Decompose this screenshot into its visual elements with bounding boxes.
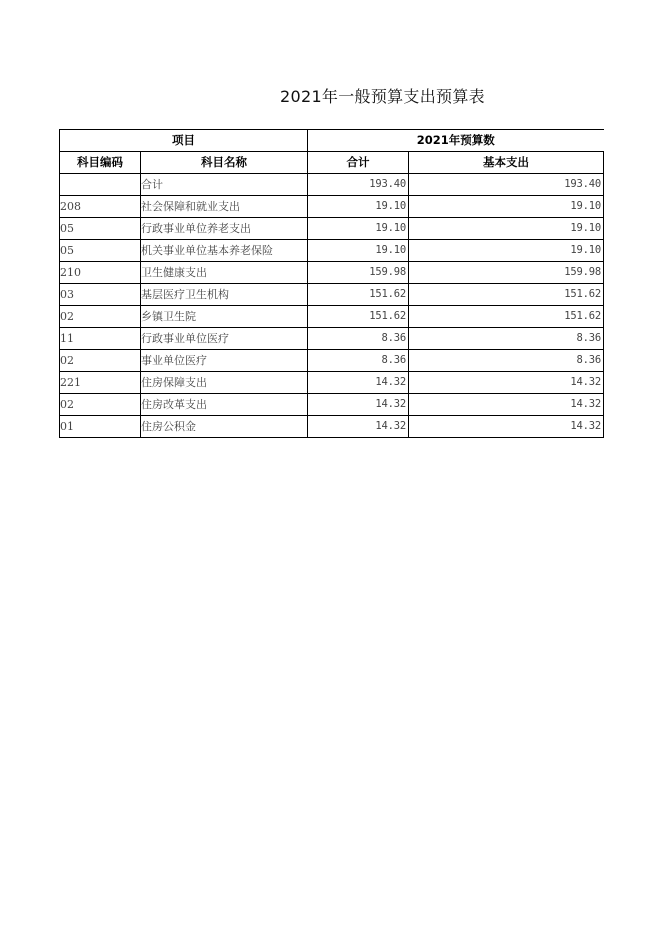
cell-basic: 19.10 (409, 240, 604, 262)
table-row (60, 174, 604, 196)
cell-code: 221 (60, 372, 141, 394)
cell-code: 02 (60, 350, 141, 372)
cell-total: 19.10 (308, 240, 409, 262)
cell-name: 行政事业单位医疗 (141, 328, 308, 350)
table-row (60, 262, 604, 284)
page-title: 2021年一般预算支出预算表 (280, 87, 485, 106)
cell-code: 210 (60, 262, 141, 284)
cell-basic: 151.62 (409, 306, 604, 328)
cell-name: 乡镇卫生院 (141, 306, 308, 328)
cell-basic: 159.98 (409, 262, 604, 284)
cell-total: 8.36 (308, 328, 409, 350)
cell-total: 8.36 (308, 350, 409, 372)
cell-name: 合计 (141, 174, 308, 196)
cell-name: 社会保障和就业支出 (141, 196, 308, 218)
table-row (60, 196, 604, 218)
cell-total: 193.40 (308, 174, 409, 196)
cell-basic: 14.32 (409, 372, 604, 394)
cell-total: 19.10 (308, 196, 409, 218)
table-row (60, 306, 604, 328)
cell-code: 02 (60, 394, 141, 416)
cell-basic: 19.10 (409, 218, 604, 240)
cell-code: 03 (60, 284, 141, 306)
cell-total: 151.62 (308, 306, 409, 328)
header-row-group (60, 130, 604, 152)
table-row (60, 416, 604, 438)
cell-basic: 8.36 (409, 350, 604, 372)
header-total: 合计 (308, 152, 409, 174)
cell-basic: 193.40 (409, 174, 604, 196)
cell-total: 14.32 (308, 394, 409, 416)
cell-name: 机关事业单位基本养老保险 (141, 240, 308, 262)
cell-name: 卫生健康支出 (141, 262, 308, 284)
cell-code: 05 (60, 218, 141, 240)
cell-basic: 14.32 (409, 394, 604, 416)
cell-total: 19.10 (308, 218, 409, 240)
header-name: 科目名称 (141, 152, 308, 174)
cell-basic: 8.36 (409, 328, 604, 350)
cell-code: 01 (60, 416, 141, 438)
table-row (60, 350, 604, 372)
table-row (60, 218, 604, 240)
table-row (60, 284, 604, 306)
cell-basic: 14.32 (409, 416, 604, 438)
cell-total: 151.62 (308, 284, 409, 306)
cell-name: 住房保障支出 (141, 372, 308, 394)
cell-basic: 151.62 (409, 284, 604, 306)
cell-name: 住房公积金 (141, 416, 308, 438)
cell-basic: 19.10 (409, 196, 604, 218)
cell-code: 208 (60, 196, 141, 218)
table-row (60, 328, 604, 350)
header-row-columns (60, 152, 604, 174)
cell-code: 05 (60, 240, 141, 262)
cell-total: 14.32 (308, 372, 409, 394)
cell-total: 14.32 (308, 416, 409, 438)
cell-name: 基层医疗卫生机构 (141, 284, 308, 306)
cell-code: 11 (60, 328, 141, 350)
table-row (60, 394, 604, 416)
cell-name: 行政事业单位养老支出 (141, 218, 308, 240)
header-budget-2021: 2021年预算数 (308, 130, 604, 152)
header-code: 科目编码 (60, 152, 141, 174)
cell-name: 住房改革支出 (141, 394, 308, 416)
budget-table (59, 129, 604, 438)
cell-name: 事业单位医疗 (141, 350, 308, 372)
table-row (60, 372, 604, 394)
table-row (60, 240, 604, 262)
header-project: 项目 (60, 130, 308, 152)
header-basic: 基本支出 (409, 152, 604, 174)
cell-total: 159.98 (308, 262, 409, 284)
cell-code: 02 (60, 306, 141, 328)
cell-code (60, 174, 141, 196)
